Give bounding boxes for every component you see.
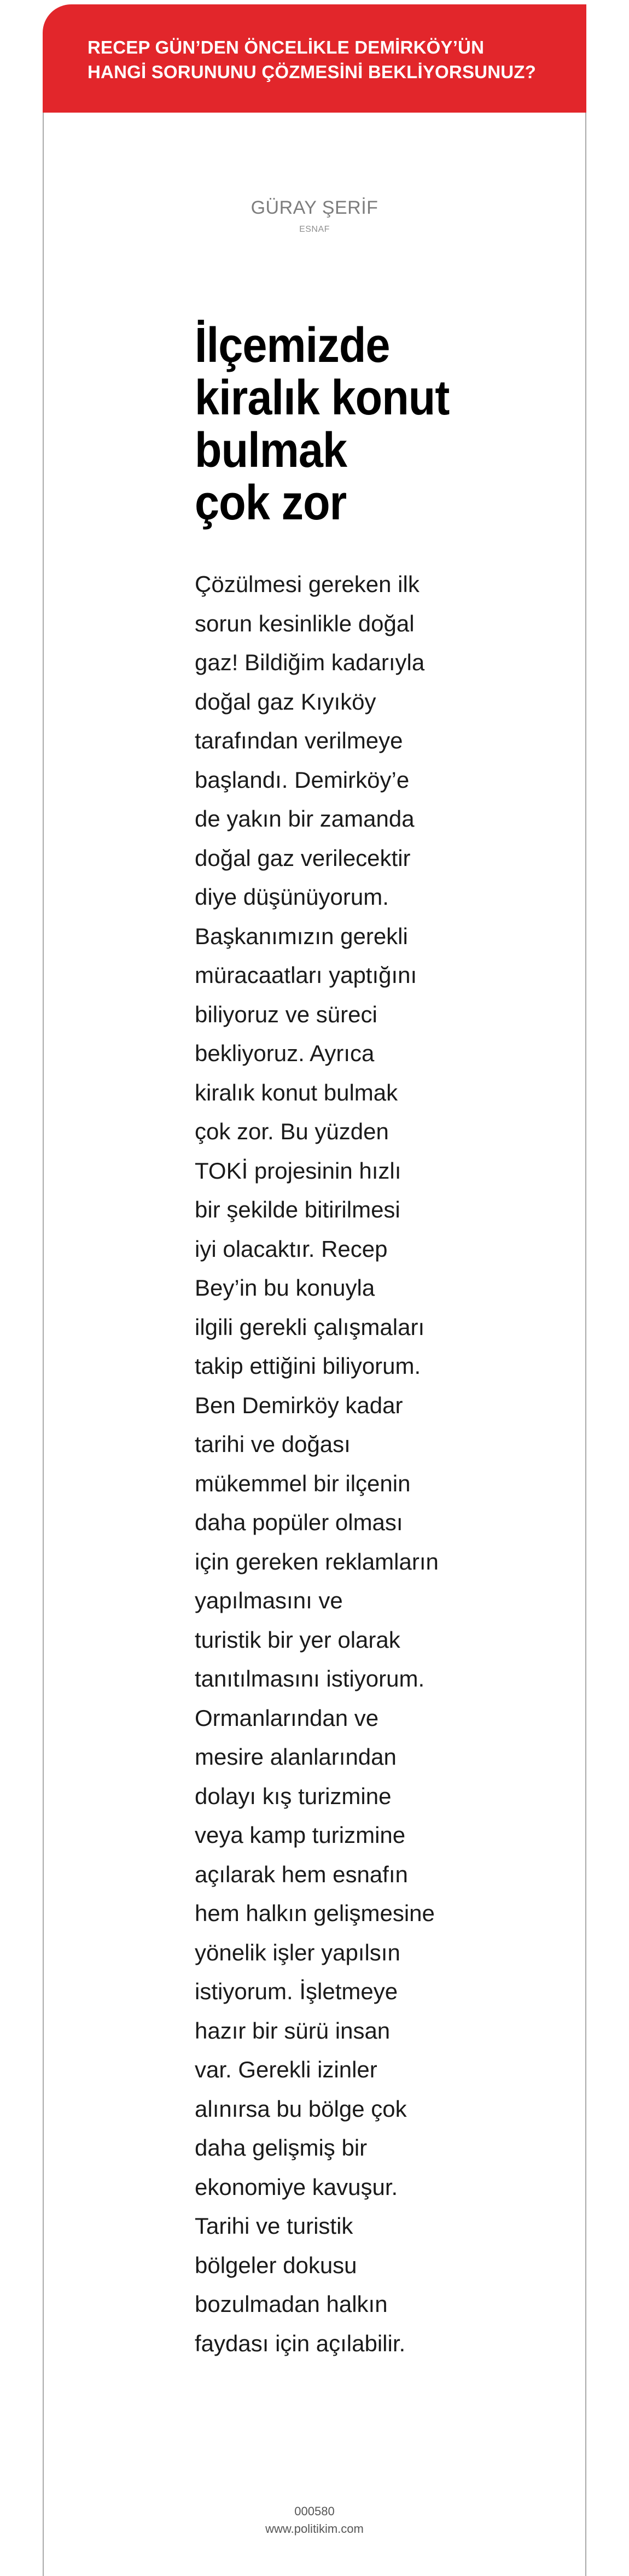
left-frame-rule <box>43 113 44 2576</box>
right-frame-rule <box>585 113 586 2576</box>
question-banner <box>43 4 586 113</box>
footer-url: www.politikim.com <box>265 2522 364 2536</box>
article-headline: İlçemizde kiralık konut bulmak çok zor <box>195 318 450 530</box>
page-number: 000580 <box>294 2504 335 2518</box>
article-body: Çözülmesi gereken ilk sorun kesinlikle doğal gaz! Bildiğim kadarıyla doğal gaz Kıyıköy tarafından verilmeye başlandı. Demirköy’e de yakın bir zamanda doğal gaz verilecektir diye düşünüyorum. Başkanımızın gerekli müracaatları yaptığını biliyoruz ve süreci bekliyoruz. Ayrıca kiralık konut bulmak çok zor. Bu yüzden TOKİ projesinin hızlı bir şekilde bitirilmesi iyi olacaktır. Recep Bey’in bu konuyla ilgili gerekli çalışmaları takip ettiğini biliyorum. Ben Demirköy kadar tarihi ve doğası mükemmel bir ilçenin daha popüler olması için gereken reklamların yapılmasını ve turistik bir yer olarak tanıtılmasını istiyorum. Ormanlarından ve mesire alanlarından dolayı kış turizmine veya kamp turizmine açılarak hem esnafın hem halkın gelişmesine yönelik işler yapılsın istiyorum. İşletmeye hazır bir sürü insan var. Gerekli izinler alınırsa bu bölge çok daha gelişmiş bir ekonomiye kavuşur. Tarihi ve turistik bölgeler dokusu bozulmadan halkın faydası için açılabilir. <box>195 571 439 2356</box>
author-role: ESNAF <box>299 225 330 234</box>
author-name: GÜRAY ŞERİF <box>251 197 378 218</box>
banner-question: RECEP GÜN’DEN ÖNCELİKLE DEMİRKÖY’ÜN HANGİ SORUNUNU ÇÖZMESİNİ BEKLİYORSUNUZ? <box>88 37 536 82</box>
